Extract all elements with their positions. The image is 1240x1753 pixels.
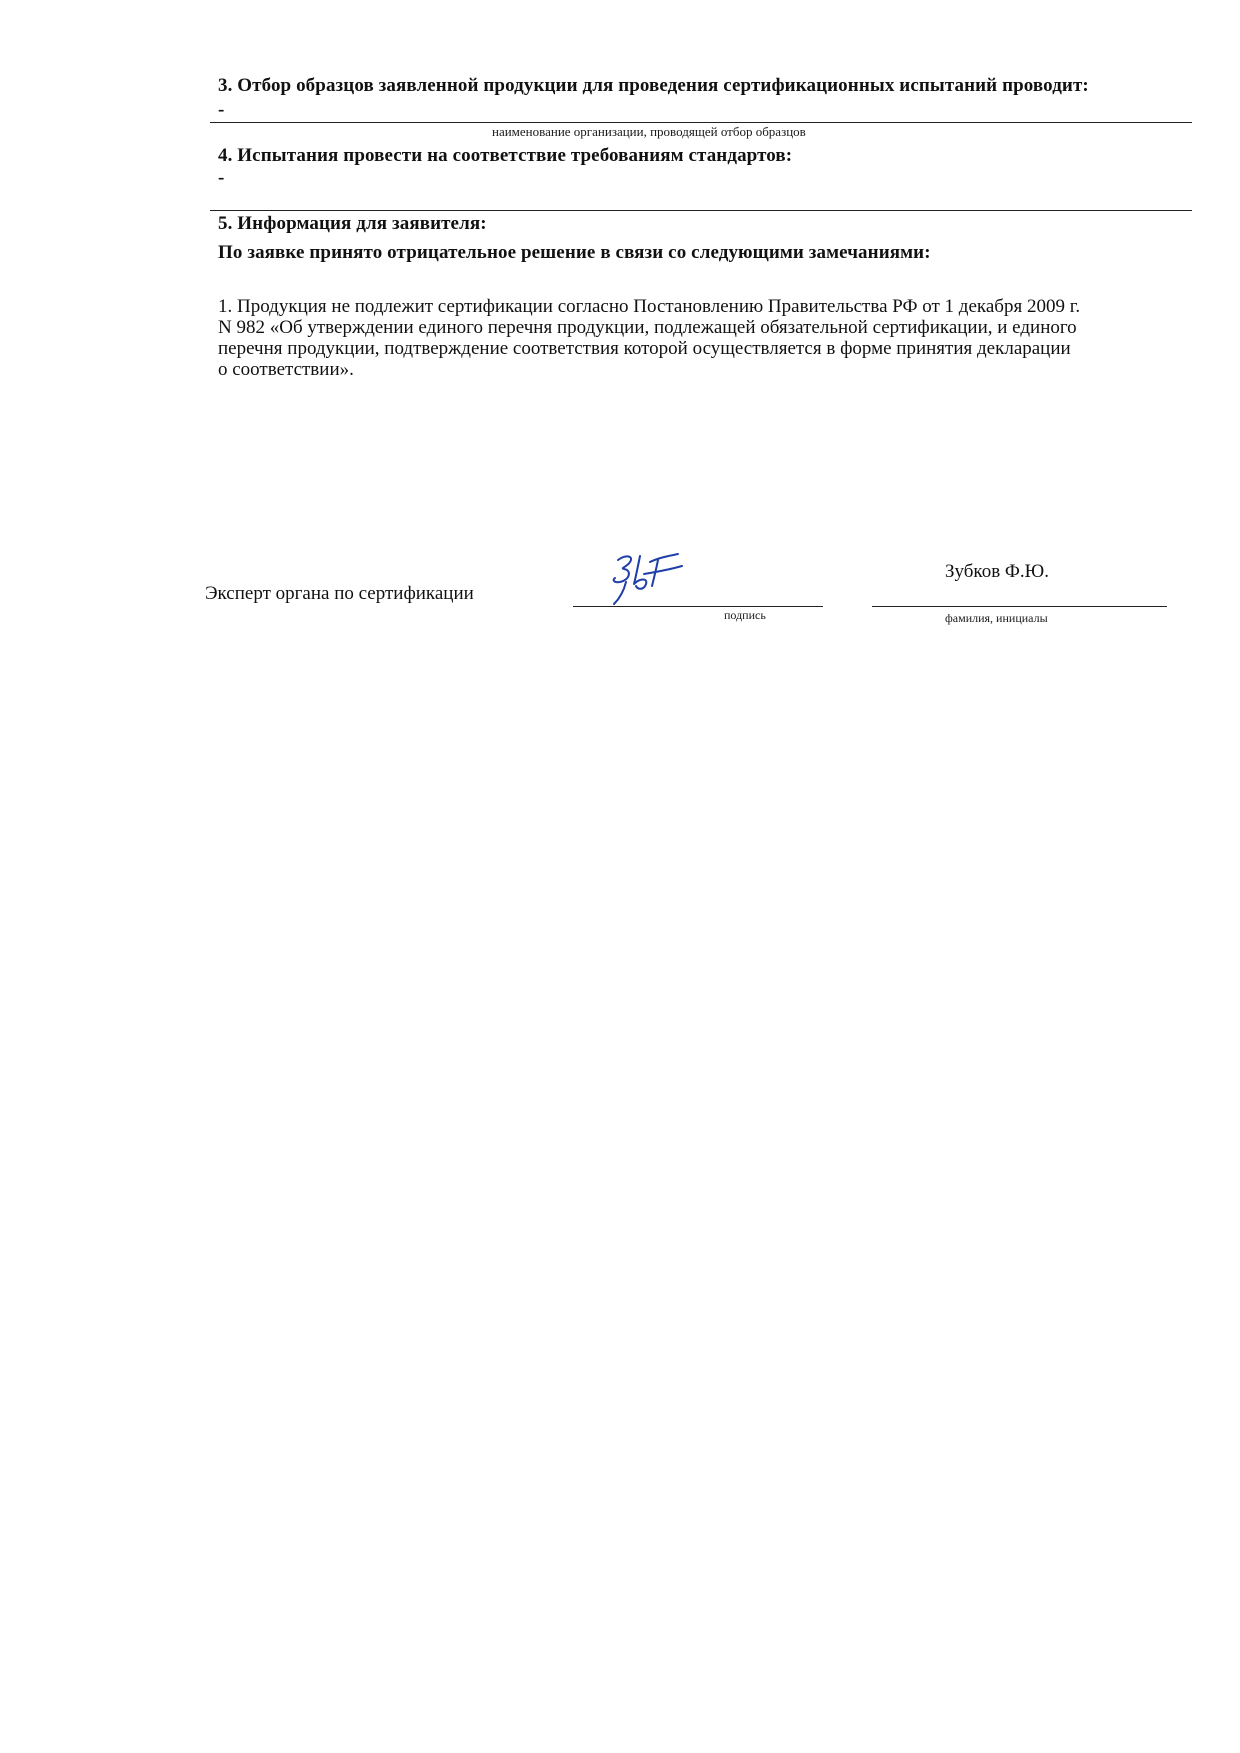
remark-line: о соответствии».: [218, 359, 354, 380]
signature-caption: подпись: [724, 608, 766, 622]
name-rule: [872, 606, 1167, 607]
remarks-list: [218, 296, 1080, 380]
section-3-caption: наименование организации, проводящей отбор образцов: [492, 124, 806, 139]
section-3-rule: [210, 122, 1192, 123]
section-4-rule: [210, 210, 1192, 211]
remark-line: перечня продукции, подтверждение соответствия которой осуществляется в форме принятия декларации: [218, 338, 1071, 359]
section-4-value: -: [218, 167, 225, 188]
section-3-value: -: [218, 99, 225, 120]
signature-rule: [573, 606, 823, 607]
expert-role-label: Эксперт органа по сертификации: [205, 583, 474, 604]
remark-line: N 982 «Об утверждении единого перечня продукции, подлежащей обязательной сертификации, и единого: [218, 317, 1077, 338]
section-5-heading: 5. Информация для заявителя:: [218, 213, 487, 234]
section-5-subheading: По заявке принято отрицательное решение в связи со следующими замечаниями:: [218, 242, 931, 263]
section-4-heading: 4. Испытания провести на соответствие требованиям стандартов:: [218, 145, 793, 166]
remark-line: 1. Продукция не подлежит сертификации согласно Постановлению Правительства РФ от 1 декабря 2009 г.: [218, 296, 1081, 317]
name-caption: фамилия, инициалы: [945, 611, 1048, 625]
handwritten-signature: [600, 548, 690, 608]
section-3-heading: 3. Отбор образцов заявленной продукции для проведения сертификационных испытаний проводит:: [218, 75, 1089, 96]
expert-name: Зубков Ф.Ю.: [945, 561, 1049, 582]
